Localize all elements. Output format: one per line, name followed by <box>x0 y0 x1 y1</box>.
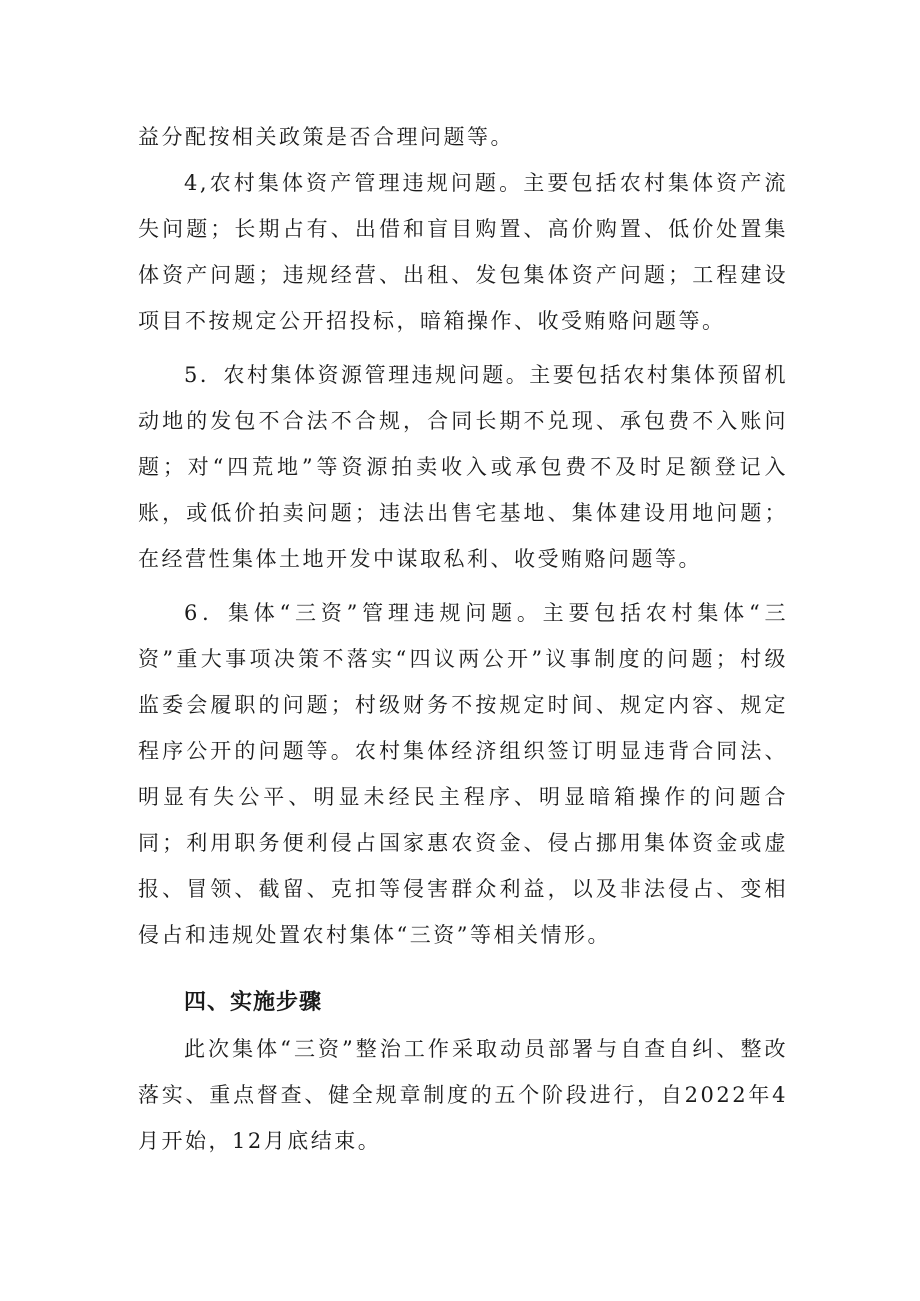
paragraph-continuation: 益分配按相关政策是否合理问题等。 <box>138 125 514 149</box>
paragraph-item-6: 6．集体“三资”管理违规问题。主要包括农村集体“三资”重大事项决策不落实“四议两公开”议事制度的问题；村级监委会履职的问题；村级财务不按规定时间、规定内容、规定程序公开的问题等。农村集体经济组织签订明显违背合同法、明显有失公平、明显未经民主程序、明显暗箱操作的问题合同；利用职务便利侵占国家惠农资金、侵占挪用集体资金或虚报、冒领、截留、克扣等侵害群众利益，以及非法侵占、变相侵占和违规处置农村集体“三资”等相关情形。 <box>138 601 788 947</box>
section-heading: 四、实施步骤 <box>184 990 323 1015</box>
paragraph-implementation: 此次集体“三资”整治工作采取动员部署与自查自纠、整改落实、重点督查、健全规章制度的五个阶段进行，自2022年4月开始，12月底结束。 <box>138 1037 788 1153</box>
paragraph-item-4: 4,农村集体资产管理违规问题。主要包括农村集体资产流失问题；长期占有、出借和盲目购置、高价购置、低价处置集体资产问题；违规经营、出租、发包集体资产问题；工程建设项目不按规定公开招投标，暗箱操作、收受贿赂问题等。 <box>138 171 788 333</box>
paragraph-item-5: 5．农村集体资源管理违规问题。主要包括农村集体预留机动地的发包不合法不合规，合同长期不兑现、承包费不入账问题；对“四荒地”等资源拍卖收入或承包费不及时足额登记入账，或低价拍卖问题；违法出售宅基地、集体建设用地问题；在经营性集体土地开发中谋取私利、收受贿赂问题等。 <box>138 363 788 571</box>
